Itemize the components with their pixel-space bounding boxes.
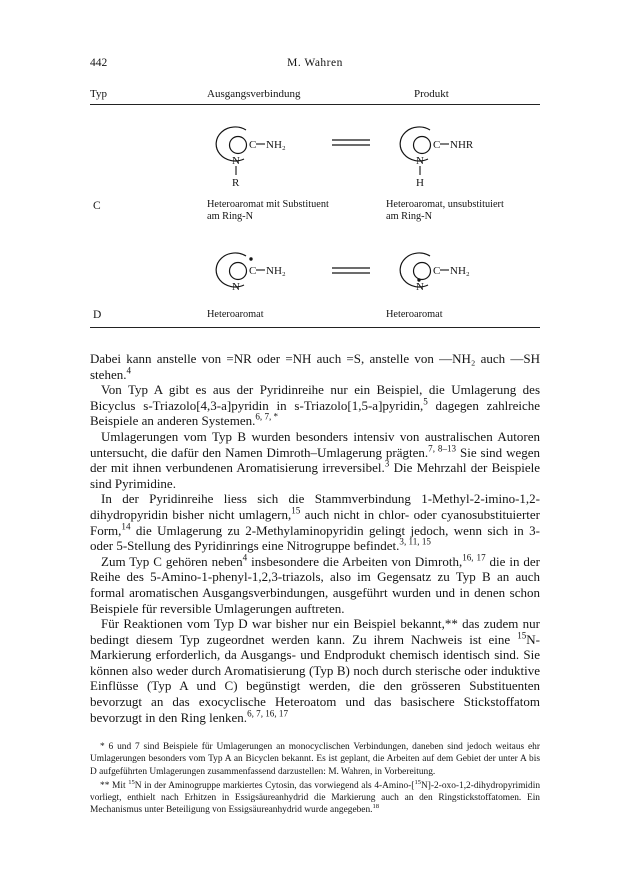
row-c-product-caption: Heteroaromat, unsubstituiert am Ring-N: [386, 199, 504, 222]
paragraph: Zum Typ C gehören neben$^4$ insbesondere die Arbeiten von Dimroth,$^{16, 17}$ die in der Reihe des 5-Amino-1-phenyl-1,2,3-triazols, also im Gegensatz zu Typ B an auch formal aromatischen Ausgangsverbindungen, ausgeführt wurden und in denen schon Beispiele für reversible Umlagerungen auftreten.: [90, 552, 541, 616]
structure-c-starting-compound: [214, 120, 324, 190]
page-number: 442: [90, 57, 108, 69]
structure-c-product-group: NHR: [450, 139, 474, 151]
footnote: ** Mit $^{15}$N in der Aminogruppe markiertes Cytosin, das vorwiegend als 4-Amino-[$^{15}$N]-2-oxo-1,2-dihydropyrimidin vorliegt, enthielt nach Erhitzen in Essigsäureanhydrid die Markierung auch an den Ringstickstoffatomen. Ein Mechanismus unter Beteiligung von Essigsäureanhydrid wurde angegeben.$^{18}$: [90, 778, 541, 816]
structure-c-start-n: N: [232, 155, 240, 167]
structure-c-product-sub: H: [416, 177, 424, 189]
structure-d-start-c: C: [249, 265, 257, 277]
equilibrium-arrow-d: [330, 264, 372, 278]
page-header: [90, 57, 540, 73]
structure-d-starting-compound: [214, 246, 324, 302]
row-c-starting-caption: Heteroaromat mit Substituent am Ring-N: [207, 199, 329, 222]
row-d-type: D: [93, 309, 102, 321]
structure-c-start-c: C: [249, 139, 257, 151]
structure-d-product: [398, 246, 508, 302]
table-top-rule: [90, 104, 540, 105]
table-bottom-rule: [90, 327, 540, 328]
structure-c-product-n: N: [416, 155, 424, 167]
structure-d-product-n: N: [416, 281, 424, 293]
row-c-type: C: [93, 200, 101, 212]
structure-c-product-c: C: [433, 139, 441, 151]
column-header-ausgangsverbindung: Ausgangsverbindung: [207, 88, 301, 100]
paragraph: Umlagerungen vom Typ B wurden besonders intensiv von australischen Autoren untersucht, die dafür den Namen Dimroth–Umlagerung prägten.$^{7, 8-13}$ Sie sind wegen der mit ihnen verbundenen Aromatisierung irreversibel.$^3$ Die Mehrzahl der Beispiele sind Pyrimidine.: [90, 428, 541, 491]
paragraph: In der Pyridinreihe liess sich die Stammverbindung 1-Methyl-2-imino-1,2-dihydropyridin bisher nicht umlagern,$^{15}$ auch nicht in chlor- oder cyanosubstituierter Form,$^{14}$ die Umlagerung zu 2-Methylaminopyridin gelingt jedoch, wenn sich in 3- oder 5-Stellung des Pyridinrings eine Nitrogruppe befindet.$^{3, 11, 15}$: [90, 491, 540, 554]
structure-d-product-c: C: [433, 265, 441, 277]
body-text: [90, 351, 540, 725]
column-header-typ: Typ: [90, 88, 107, 100]
structure-d-product-group: NH₂: [450, 265, 470, 277]
running-head: M. Wahren: [287, 57, 343, 69]
structure-c-start-sub: R: [232, 177, 240, 189]
structure-c-product: [398, 120, 508, 190]
row-d-product-caption: Heteroaromat: [386, 309, 443, 320]
equilibrium-arrow-c: [330, 136, 372, 150]
structure-d-start-group: NH₂: [266, 265, 286, 277]
paragraph: Dabei kann anstelle von =NR oder =NH auch =S, anstelle von —NH₂ auch —SH stehen.$^4$: [90, 351, 540, 382]
structure-d-start-n: N: [232, 281, 240, 293]
structure-c-start-group: NH₂: [266, 139, 286, 151]
paragraph: Für Reaktionen vom Typ D war bisher nur ein Beispiel bekannt,** das zudem nur bedingt diesem Typ zugeordnet werden kann. Zu ihrem Nachweis ist eine $^{15}$N-Markierung erforderlich, da Ausgangs- und Endprodukt chemisch identisch sind. Sie können also weder durch Aromatisierung (Typ B) noch durch sterische oder induktive Einflüsse (Typ A und C) begünstigt werden, die den grösseren Substituenten bevorzugt an das exocyclische Heteroatom und das basischere Stickstoffatom bevorzugt in den Ring lenken.$^{6, 7, 16, 17}$: [90, 616, 540, 725]
column-header-produkt: Produkt: [414, 88, 449, 100]
row-d-starting-caption: Heteroaromat: [207, 309, 264, 320]
footnotes: [90, 741, 540, 819]
footnote: * 6 und 7 sind Beispiele für Umlagerungen an monocyclischen Verbindungen, daneben sind jedoch weitaus ehr Umlagerungen besonders vom Typ A an Bicyclen bekannt. Es ist geplant, die Arbeiten auf dem Gebiet der unter A bis D aufgeführten Umlagerungen zusammenfassend darzustellen: M. Wahren, in Vorbereitung.: [90, 742, 540, 777]
paragraph: Von Typ A gibt es aus der Pyridinreihe nur ein Beispiel, die Umlagerung des Bicyclus s-Triazolo[4,3-a]pyridin in s-Triazolo[1,5-a]pyridin,$^5$ dagegen zahlreiche Beispiele an anderen Systemen.$^{6, 7, *}$: [90, 382, 540, 429]
